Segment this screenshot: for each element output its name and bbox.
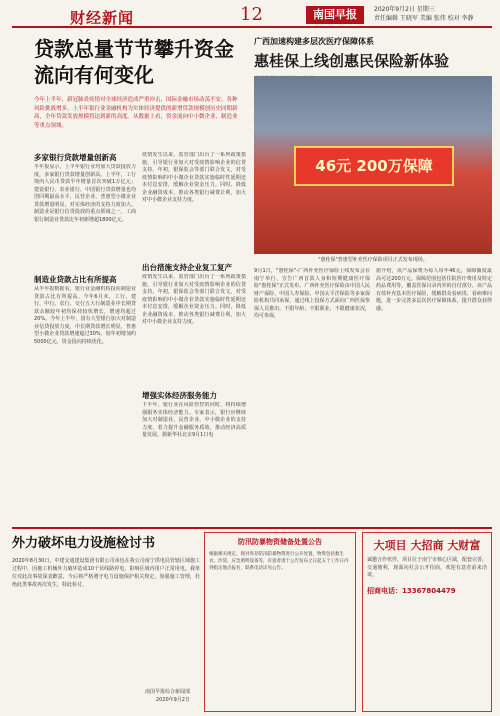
article-column-4: 下半年，银行业在风险管控的同时，将持续增强服务实体经济能力。专家表示，银行应继续加大对制造业、民营企业、中小微企业的支持力度，着力提升金融服务质效，推动经济高质量发展。据新华社北京9月1日电 <box>142 402 246 438</box>
investment-ad-body: 诚邀合作伙伴，项目位于南宁市核心区域，配套完善，交通便利，现面向社会公开招商，欢迎有意者前来洽谈。 <box>367 557 488 578</box>
subheading-2: 制造业贷款占比有所提高 <box>34 275 117 284</box>
notice-title: 外力破坏电力设施检讨书 <box>12 536 156 551</box>
masthead <box>12 4 492 28</box>
notice-date: 2020年9月2日 <box>155 697 190 703</box>
subheading-3: 出台措施支持企业复工复产 <box>142 263 232 272</box>
article-column-3b: 疫情发生以来，监管部门出台了一系列政策措施，引导银行业加大对受疫情影响企业的信贷支持。年初，银保监会等部门联合发文，对受疫情影响的中小微企业贷款实施临时性延期还本付息安排，缓解企业资金压力。同时，降低企业融资成本，推动各类银行减费让利，加大对中小微企业支持力度。 <box>142 274 246 325</box>
flood-notice-title: 防汛防暴物资储备处置公告 <box>238 538 322 546</box>
photo-banner: 46元 200万保障 <box>294 146 454 186</box>
news-photo <box>254 76 492 254</box>
notice-body: 2020年8月30日，中建交通建设集团有限公司承包在我公司南宁供电局管辖区域施工过程中，因施工机械外力破坏造成10千伏线路停电，影响区域内用户正常用电。我单位对此次事故深表歉意，今后将严格遵守电力设施保护相关规定，加强施工管理，杜绝此类事故再次发生，特此检讨。 <box>12 558 200 588</box>
notice-ad <box>12 532 200 712</box>
flood-notice-ad <box>204 532 356 712</box>
subheading-1: 多家银行贷款增量创新高 <box>34 153 117 162</box>
photo-caption: "惠桂保"普惠型补充医疗保险项目正式发布现场。 <box>318 257 428 263</box>
article-column-2: 从半年报数据看，银行业金融机构投向制造业贷款占比有所提高。今年6月末，工行、建行、中行、农行、交行五大行制造业中长期贷款余额较年初均保持较快增长，增速均超过20%。今年上半年，国有大型银行加大对制造业信贷投放力度，中长期贷款增长明显，普惠型小微企业贷款增速超过30%，较年初增加约5000亿元，资金投向持续优化。 <box>34 286 136 345</box>
issue-date: 2020年9月2日 星期三 <box>374 6 435 13</box>
notice-footer <box>145 688 190 704</box>
right-column-2: 据介绍，该产品保费为每人每年46元，保障额度最高可达200万元，保障范围包括住院医疗费用及特定药品费用等，覆盖医保目录内外的自付部分。该产品有效补充基本医疗保险，缓解群众看病贵、看病难问题，进一步完善多层次医疗保障体系，提升群众获得感。 <box>376 268 492 312</box>
lead-paragraph: 今年上半年，新冠肺炎疫情对全球经济造成严重冲击，国际金融市场动荡不安。各种风险挑战增多。上半年银行业金融机构为实体经济提供的新增贷款规模创历史同期新高，全年贷款发放规模将达到新的高度。从数据上看，资金流向中小微企业、制造业等重点领域。 <box>34 97 238 129</box>
right-column-1: 9月1日，"惠桂保"-广西补充医疗保险上线发布会在南宁举行，宣告广西首款人身和短期健康医疗保险"惠桂保"正式发布。广西补充医疗保险由中国人民财产保险、中国人寿保险、中国太平洋保险等多家保险机构共同承保，通过线上投保方式面向广西医保参保人员推出。不限年龄、不限职业、不限健康状况，均可参保。 <box>254 268 370 319</box>
article-column-1: 半年报显示，上半年银行业均加大贷款投放力度，多家银行贷款增量创新高。上半年，工行境内人民币贷款半年增量首次突破1万亿元；建设银行、农业银行、中国银行贷款增量也均创同期最高水平，民营企业、普惠型小微企业贷款增量明显，对实体经济的支持力度加大。制造业是银行信贷投放的重点领域之一，工商银行制造业贷款比年初新增超1800亿元。 <box>34 164 136 223</box>
issue-info <box>374 5 500 23</box>
right-story-title: 惠桂保上线创惠民保险新体验 <box>254 52 450 70</box>
main-headline: 贷款总量节节攀升资金流向有何变化 <box>34 37 234 87</box>
investment-ad-phone: 招商电话：13367804479 <box>367 586 456 595</box>
right-story-kicker: 广西加速构建多层次医疗保障体系 <box>254 37 374 46</box>
issue-editors: 责任编辑 王晓军 美编 张伟 校对 李静 <box>374 15 474 22</box>
subheading-4: 增强实体经济服务能力 <box>142 391 217 400</box>
flood-notice-body: 根据相关规定，现对库存防汛防暴物资进行公开处置，物资包括救生衣、沙袋、应急照明设备等，有意者请于公告发布之日起五个工作日内到指定地点报名，联系电话详见公告。 <box>209 552 349 571</box>
page-number: 12 <box>240 4 263 25</box>
investment-ad-title: 大项目 大招商 大财富 <box>373 539 481 552</box>
newspaper-logo: 南国早报 <box>306 6 364 24</box>
investment-ad <box>362 532 492 712</box>
ad-divider <box>12 527 492 529</box>
notice-signer: 南国早报综合新闻部 <box>144 689 190 695</box>
section-name: 财经新闻 <box>70 9 135 27</box>
article-column-3a: 疫情发生以来，监管部门出台了一系列政策措施，引导银行业加大对受疫情影响企业的信贷支持。年初，银保监会等部门联合发文，对受疫情影响的中小微企业贷款实施临时性延期还本付息安排，缓解企业资金压力。同时，降低企业融资成本，推动各类银行减费让利，加大对中小微企业支持力度。 <box>142 152 246 203</box>
